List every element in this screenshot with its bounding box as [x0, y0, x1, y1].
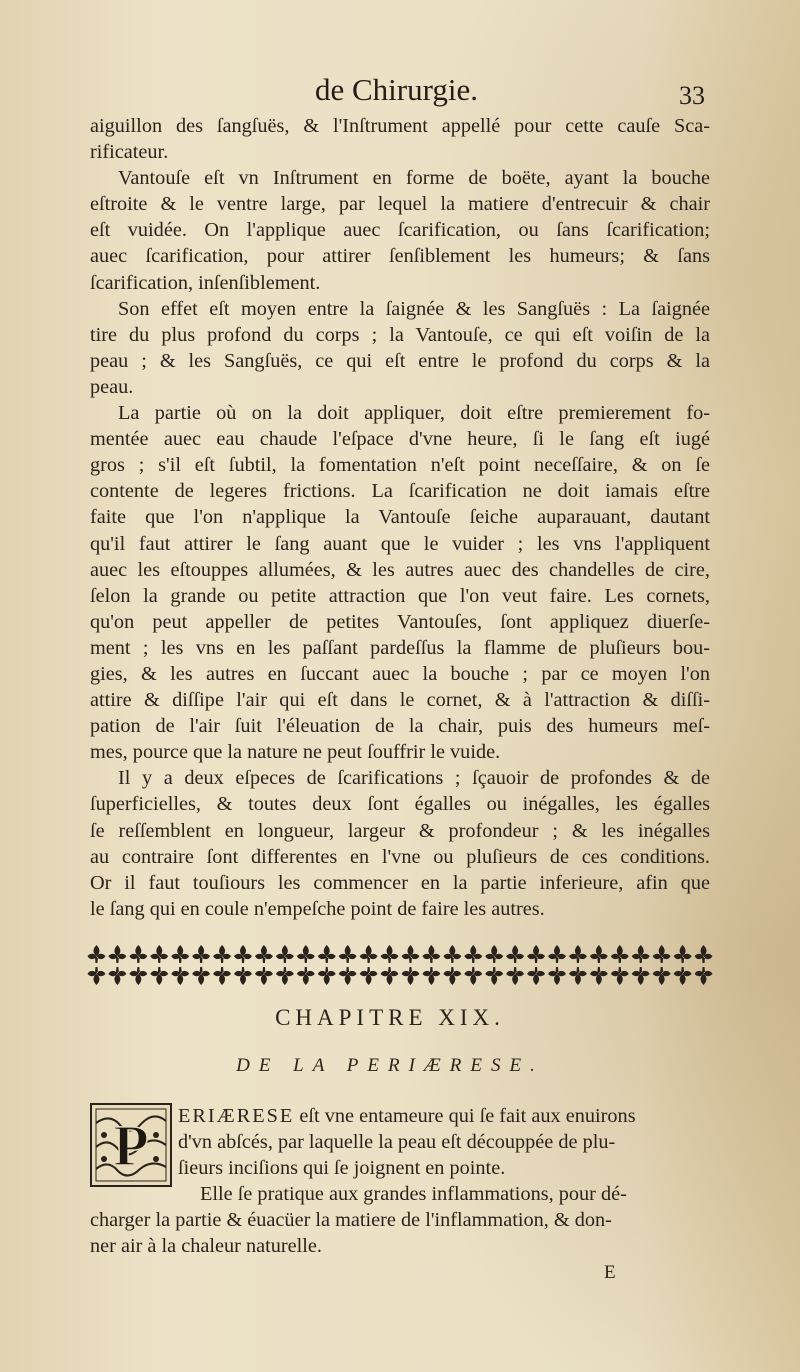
text-line: peau.: [90, 375, 134, 398]
text-line: eſt vuidée. On l'applique auec ſcarification, ou ſans ſcarification;: [90, 219, 710, 242]
text-line: pation de l'air ſuit l'éleuation de la chair, puis des humeurs meſ-: [90, 715, 710, 738]
text-line: rificateur.: [90, 141, 169, 164]
hang-line: d'vn abſcés, par laquelle la peau eſt découppée de plu-: [178, 1131, 616, 1154]
text-line: ment ; les vns en les paſſant pardeſſus la flamme de pluſieurs bou-: [90, 636, 710, 659]
text-line: attire & diſſipe l'air qui eſt dans le cornet, & à l'attraction & diſſi-: [90, 689, 710, 712]
text-line: Vantouſe eſt vn Inſtrument en forme de boëte, ayant la bouche: [118, 167, 710, 190]
text-line: charger la partie & éuacüer la matiere de l'inflammation, & don-: [90, 1209, 612, 1232]
catchword: E: [604, 1262, 616, 1283]
text-line: ſcarification, inſenſiblement.: [90, 271, 321, 294]
hang-line: [178, 1103, 710, 1129]
text-line: aiguillon des ſangſuës, & l'Inſtrument appellé pour cette cauſe Sca-: [90, 115, 710, 137]
text-line: auec ſcarification, pour attirer ſenſiblement les humeurs; & ſans: [90, 245, 710, 268]
text-line: Il y a deux eſpeces de ſcarifications ; ſçauoir de profondes & de: [118, 767, 710, 790]
text-line: mes, pource que la nature ne peut ſouffrir le vuide.: [90, 741, 501, 764]
page-header: [90, 70, 710, 110]
first-word-rest: ERIÆRESE: [178, 1105, 295, 1127]
text-line: qu'il faut attirer le ſang auant que le vuider ; les vns l'appliquent: [90, 532, 710, 555]
text-line: peau ; & les Sangſuës, ce qui eſt entre le profond du corps & la: [90, 349, 710, 372]
text-line: tire du plus profond du corps ; la Vantouſe, ce qui eſt voiſin de la: [90, 323, 710, 346]
paragraph: [90, 400, 710, 765]
hang-line-text: eſt vne entameure qui ſe fait aux enuirons: [299, 1105, 636, 1127]
text-line: le ſang qui en coule n'empeſche point de faire les autres.: [90, 897, 545, 920]
text-line: qu'on peut appeller de petites Vantouſes, ſont appliquez diuerſe-: [90, 610, 710, 633]
section-title: DE LA PERIÆRESE.: [236, 1055, 544, 1076]
paragraph: [90, 765, 710, 922]
text-line: faite que l'on n'applique la Vantouſe ſeiche auparauant, dautant: [90, 506, 710, 529]
text-line: La partie où on la doit appliquer, doit eſtre premierement fo-: [118, 402, 710, 425]
fleuron-row-icon: [86, 942, 714, 988]
page-number: 33: [679, 81, 705, 110]
section-body: [90, 1103, 710, 1260]
text-line: ſuperficielles, & toutes deux ſont égalles ou inégalles, les égalles: [90, 793, 710, 816]
body-text: [90, 113, 710, 922]
paragraph: [90, 113, 710, 165]
text-line: Son effet eſt moyen entre la ſaignée & les Sangſuës : La ſaignée: [118, 297, 710, 320]
chapter-title: CHAPITRE XIX.: [275, 1005, 505, 1030]
svg-text:P: P: [113, 1113, 149, 1178]
text-line: au contraire ſont differentes en l'vne ou pluſieurs de ces conditions.: [90, 845, 710, 868]
running-head: de Chirurgie.: [315, 72, 479, 107]
text-line: mentée auec eau chaude l'eſpace d'vne heure, ſi le ſang eſt iugé: [90, 428, 710, 451]
hang-line: ſieurs inciſions qui ſe joignent en pointe.: [178, 1157, 506, 1180]
text-line: Elle ſe pratique aux grandes inflammations, pour dé-: [200, 1183, 627, 1206]
text-line: contente de legeres frictions. La ſcarification ne doit iamais eſtre: [90, 480, 710, 503]
text-line: Or il faut touſiours les commencer en la partie inferieure, afin que: [90, 871, 710, 894]
text-line: ſelon la grande ou petite attraction que l'on veut faire. Les cornets,: [90, 584, 710, 607]
text-line: gros ; s'il eſt ſubtil, la fomentation n'eſt point neceſſaire, & on ſe: [90, 454, 710, 477]
text-line: eſtroite & le ventre large, par lequel la matiere d'entrecuir & chair: [90, 193, 710, 216]
text-line: auec les eſtouppes allumées, & les autres auec des chandelles de cire,: [90, 558, 710, 581]
text-line: ſe reſſemblent en longueur, largeur & profondeur ; & les inégalles: [90, 819, 710, 842]
printers-ornament-band: [86, 942, 714, 988]
text-line: ner air à la chaleur naturelle.: [90, 1235, 322, 1258]
text-line: gies, & les autres en ſuccant auec la bouche ; par ce moyen l'on: [90, 662, 710, 685]
paragraph: [90, 296, 710, 400]
paragraph: [90, 165, 710, 295]
